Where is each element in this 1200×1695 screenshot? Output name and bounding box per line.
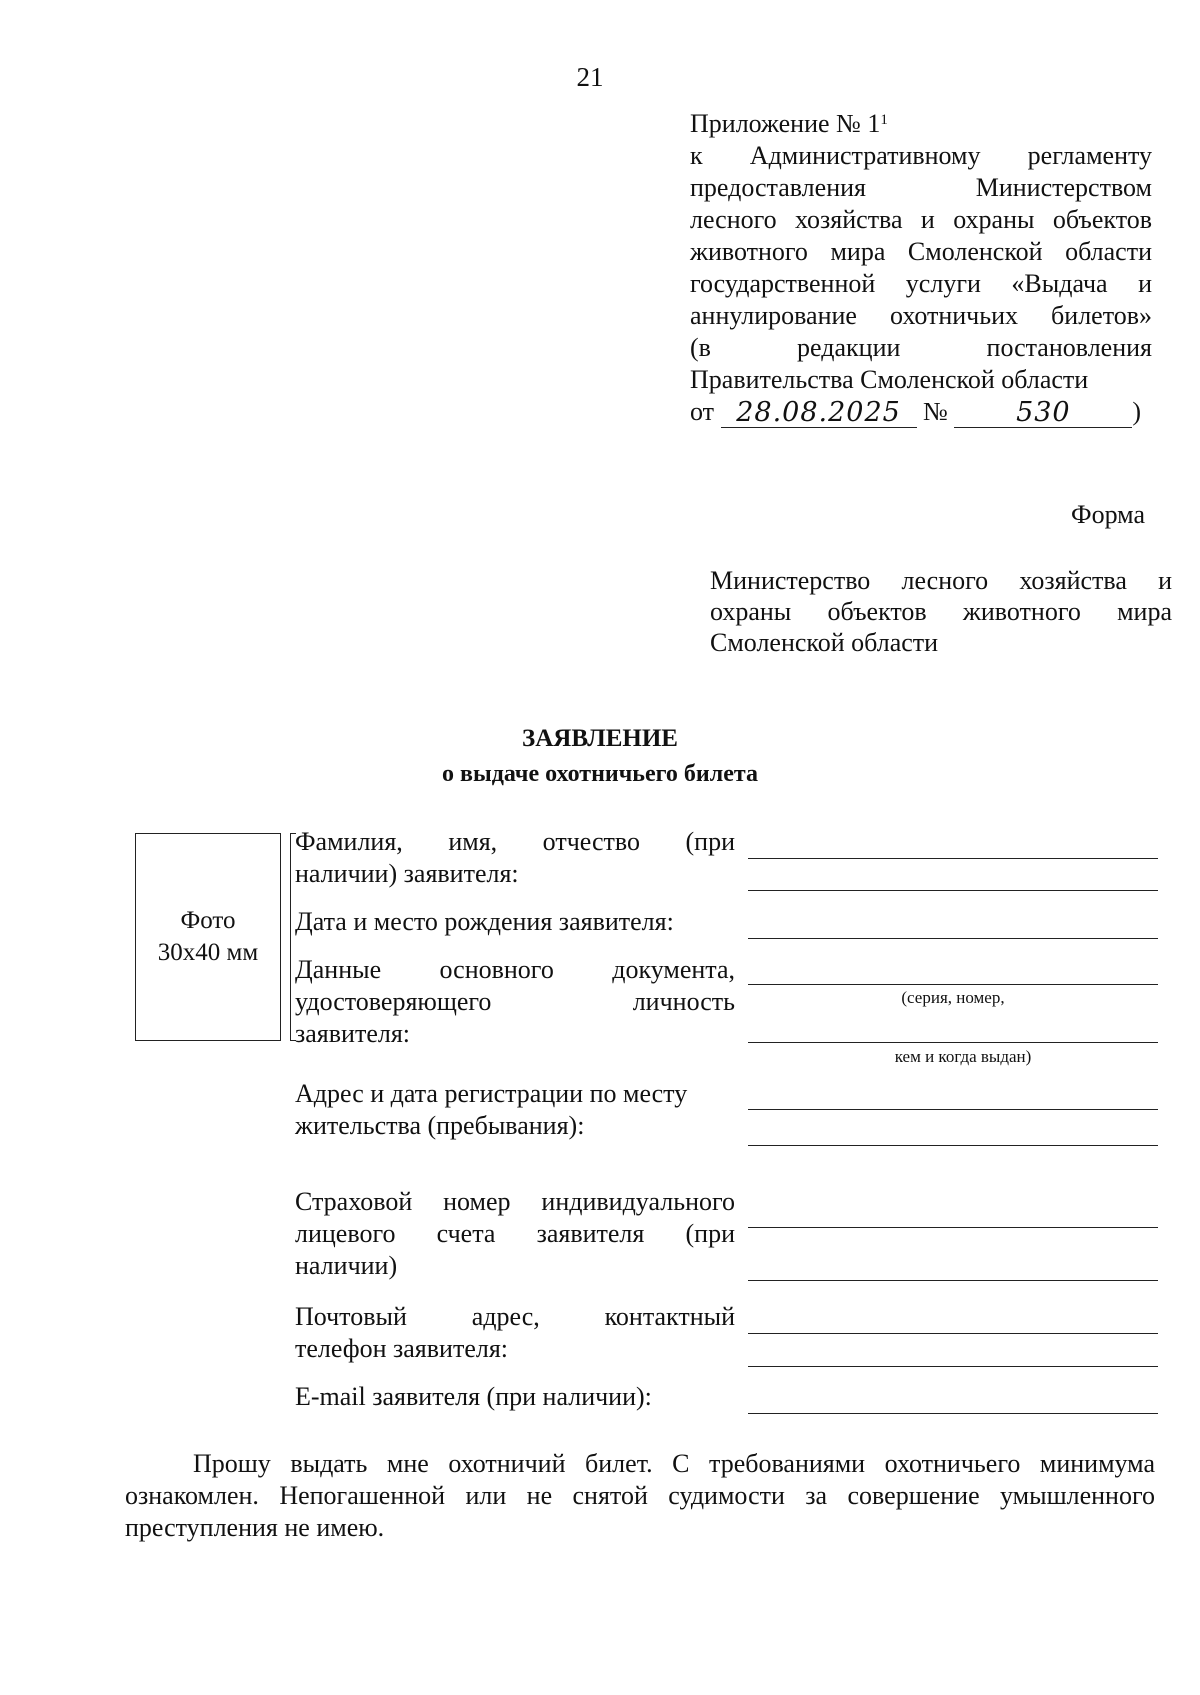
document-line-2[interactable]	[748, 1042, 1158, 1043]
document-caption-2: кем и когда выдан)	[894, 1047, 1032, 1066]
appendix-title: Приложение № $1^1$	[690, 109, 888, 138]
photo-box: Фото 30х40 мм	[135, 833, 281, 1041]
postal-line-2[interactable]	[748, 1366, 1158, 1367]
appendix-line: предоставления Министерством	[690, 173, 1152, 202]
address-line-1[interactable]	[748, 1109, 1158, 1110]
document-subtitle: о выдаче охотничьего билета	[442, 761, 758, 787]
snils-line-2[interactable]	[748, 1280, 1158, 1281]
resolution-date: 28.08.2025	[721, 397, 917, 428]
document-caption-1: (серия, номер,	[901, 988, 1005, 1007]
birth-label: Дата и место рождения заявителя:	[295, 907, 674, 936]
document-line-1[interactable]	[748, 984, 1158, 985]
resolution-date-line: от 28.08.2025 № 530 )	[690, 397, 1142, 428]
document-label: Данные основного документа, удостоверяющего личность заявителя:	[295, 955, 735, 1048]
appendix-line: аннулирование охотничьих билетов»	[690, 301, 1152, 330]
email-line[interactable]	[748, 1413, 1158, 1414]
appendix-line: государственной услуги «Выдача и	[690, 269, 1152, 298]
snils-label: Страховой номер индивидуального лицевого счета заявителя (при наличии)	[295, 1187, 735, 1280]
ministry-addressee	[710, 565, 1172, 658]
address-line-2[interactable]	[748, 1145, 1158, 1146]
email-label: E-mail заявителя (при наличии):	[295, 1382, 652, 1411]
fio-line-1[interactable]	[748, 858, 1158, 859]
ministry-line: Смоленской области	[710, 628, 939, 657]
address-label: Адрес и дата регистрации по месту жительства (пребывания):	[295, 1079, 688, 1140]
appendix-line: Правительства Смоленской области	[690, 365, 1089, 394]
fio-label: Фамилия, имя, отчество (при наличии) заявителя:	[295, 827, 735, 888]
postal-label: Почтовый адрес, контактный телефон заявителя:	[295, 1302, 735, 1363]
appendix-line: лесного хозяйства и охраны объектов	[690, 205, 1152, 234]
ministry-line: охраны объектов животного мира	[710, 597, 1172, 626]
resolution-number: 530	[954, 397, 1132, 428]
document-title: ЗАЯВЛЕНИЕ	[522, 725, 678, 752]
appendix-line: к Административному регламенту	[690, 141, 1152, 170]
appendix-block	[690, 108, 1152, 428]
birth-line[interactable]	[748, 938, 1158, 939]
form-label: Форма	[1071, 500, 1145, 529]
appendix-line: (в редакции постановления	[690, 333, 1152, 362]
fio-line-2[interactable]	[748, 890, 1158, 891]
request-paragraph: Прошу выдать мне охотничий билет. С требованиями охотничьего минимума ознакомлен. Непогашенной или не снятой судимости за совершение умышленного преступления не имею.	[125, 1449, 1155, 1542]
appendix-line: животного мира Смоленской области	[690, 237, 1152, 266]
ministry-line: Министерство лесного хозяйства и	[710, 566, 1172, 595]
snils-line-1[interactable]	[748, 1227, 1158, 1228]
page-number: 21	[576, 62, 604, 92]
appendix-superscript: 1	[880, 112, 888, 128]
postal-line-1[interactable]	[748, 1333, 1158, 1334]
